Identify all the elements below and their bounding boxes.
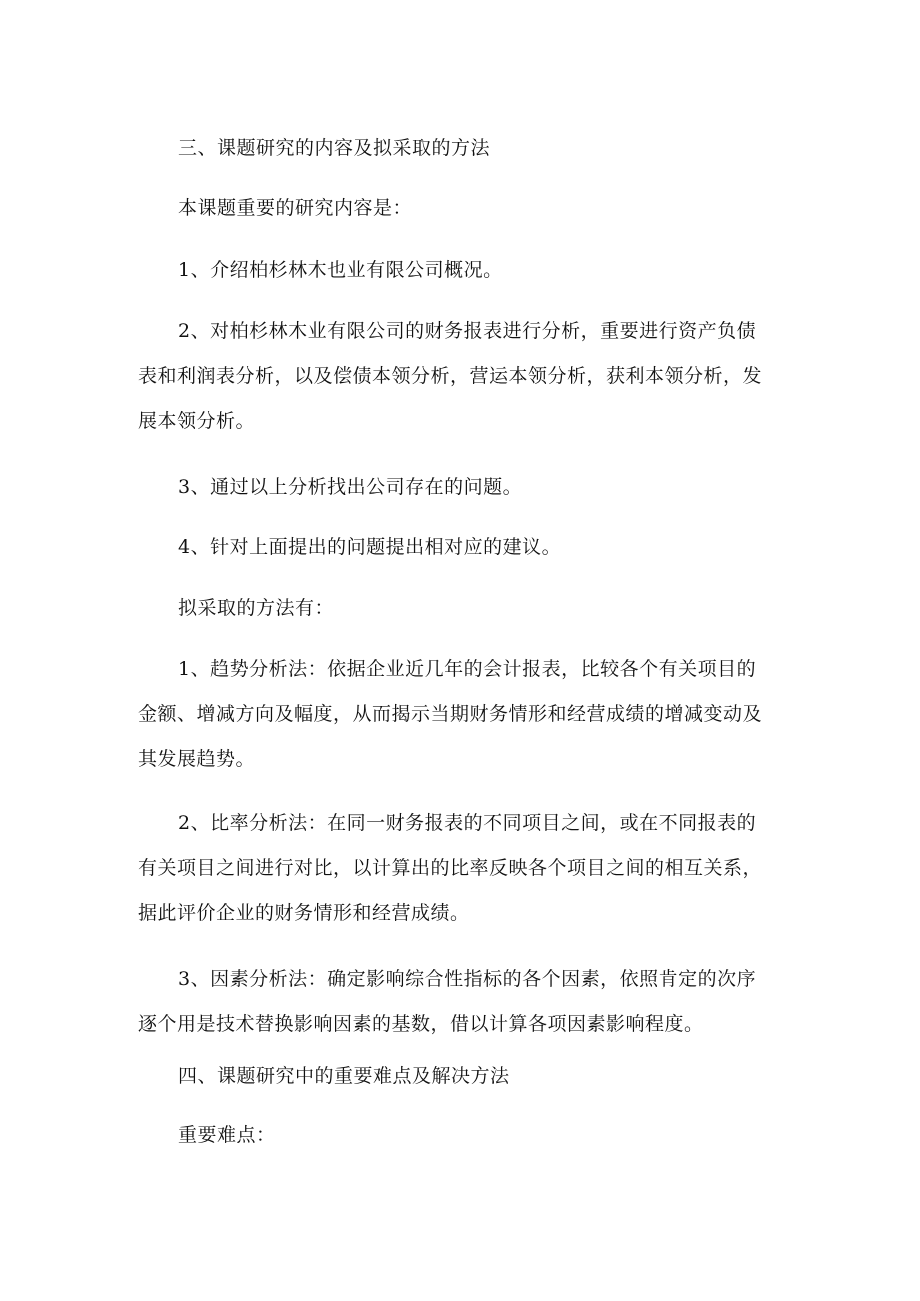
paragraph-line: 1、介绍柏杉林木也业有限公司概况。: [178, 259, 503, 281]
section-3-heading: [138, 126, 778, 171]
paragraph-line: 2、对柏杉林木业有限公司的财务报表进行分析，重要进行资产负债: [178, 320, 757, 342]
method-item-1: [138, 647, 778, 782]
paragraph-line: 其发展趋势。: [138, 748, 256, 770]
paragraph-line: 有关项目之间进行对比，以计算出的比率反映各个项目之间的相互关系，: [138, 857, 763, 879]
paragraph-line: 据此评价企业的财务情形和经营成绩。: [138, 902, 470, 924]
paragraph-line: 展本领分析。: [138, 410, 256, 432]
method-item-2: [138, 801, 778, 936]
content-item-1: [138, 248, 778, 293]
content-intro: [138, 186, 778, 231]
heading-line: 四、课题研究中的重要难点及解决方法: [178, 1065, 510, 1087]
methods-intro: [138, 586, 778, 631]
paragraph-line: 3、因素分析法：确定影响综合性指标的各个因素，依照肯定的次序: [178, 968, 757, 990]
paragraph-line: 本课题重要的研究内容是：: [178, 197, 413, 219]
section-4-heading: [138, 1054, 778, 1099]
content-item-2: [138, 309, 778, 444]
method-item-3: [138, 957, 778, 1047]
content-item-4: [138, 525, 778, 570]
paragraph-line: 重要难点：: [178, 1124, 276, 1146]
paragraph-line: 2、比率分析法：在同一财务报表的不同项目之间，或在不同报表的: [178, 812, 757, 834]
difficulties-intro: [138, 1113, 778, 1158]
paragraph-line: 拟采取的方法有：: [178, 597, 335, 619]
paragraph-line: 金额、增减方向及幅度，从而揭示当期财务情形和经营成绩的增减变动及: [138, 703, 763, 725]
content-item-3: [138, 465, 778, 510]
paragraph-line: 1、趋势分析法：依据企业近几年的会计报表，比较各个有关项目的: [178, 658, 757, 680]
paragraph-line: 表和利润表分析，以及偿债本领分析，营运本领分析，获利本领分析，发: [138, 365, 763, 387]
heading-line: 三、课题研究的内容及拟采取的方法: [178, 137, 491, 159]
paragraph-line: 4、针对上面提出的问题提出相对应的建议。: [178, 536, 562, 558]
paragraph-line: 3、通过以上分析找出公司存在的问题。: [178, 476, 523, 498]
paragraph-line: 逐个用是技术替换影响因素的基数，借以计算各项因素影响程度。: [138, 1013, 704, 1035]
